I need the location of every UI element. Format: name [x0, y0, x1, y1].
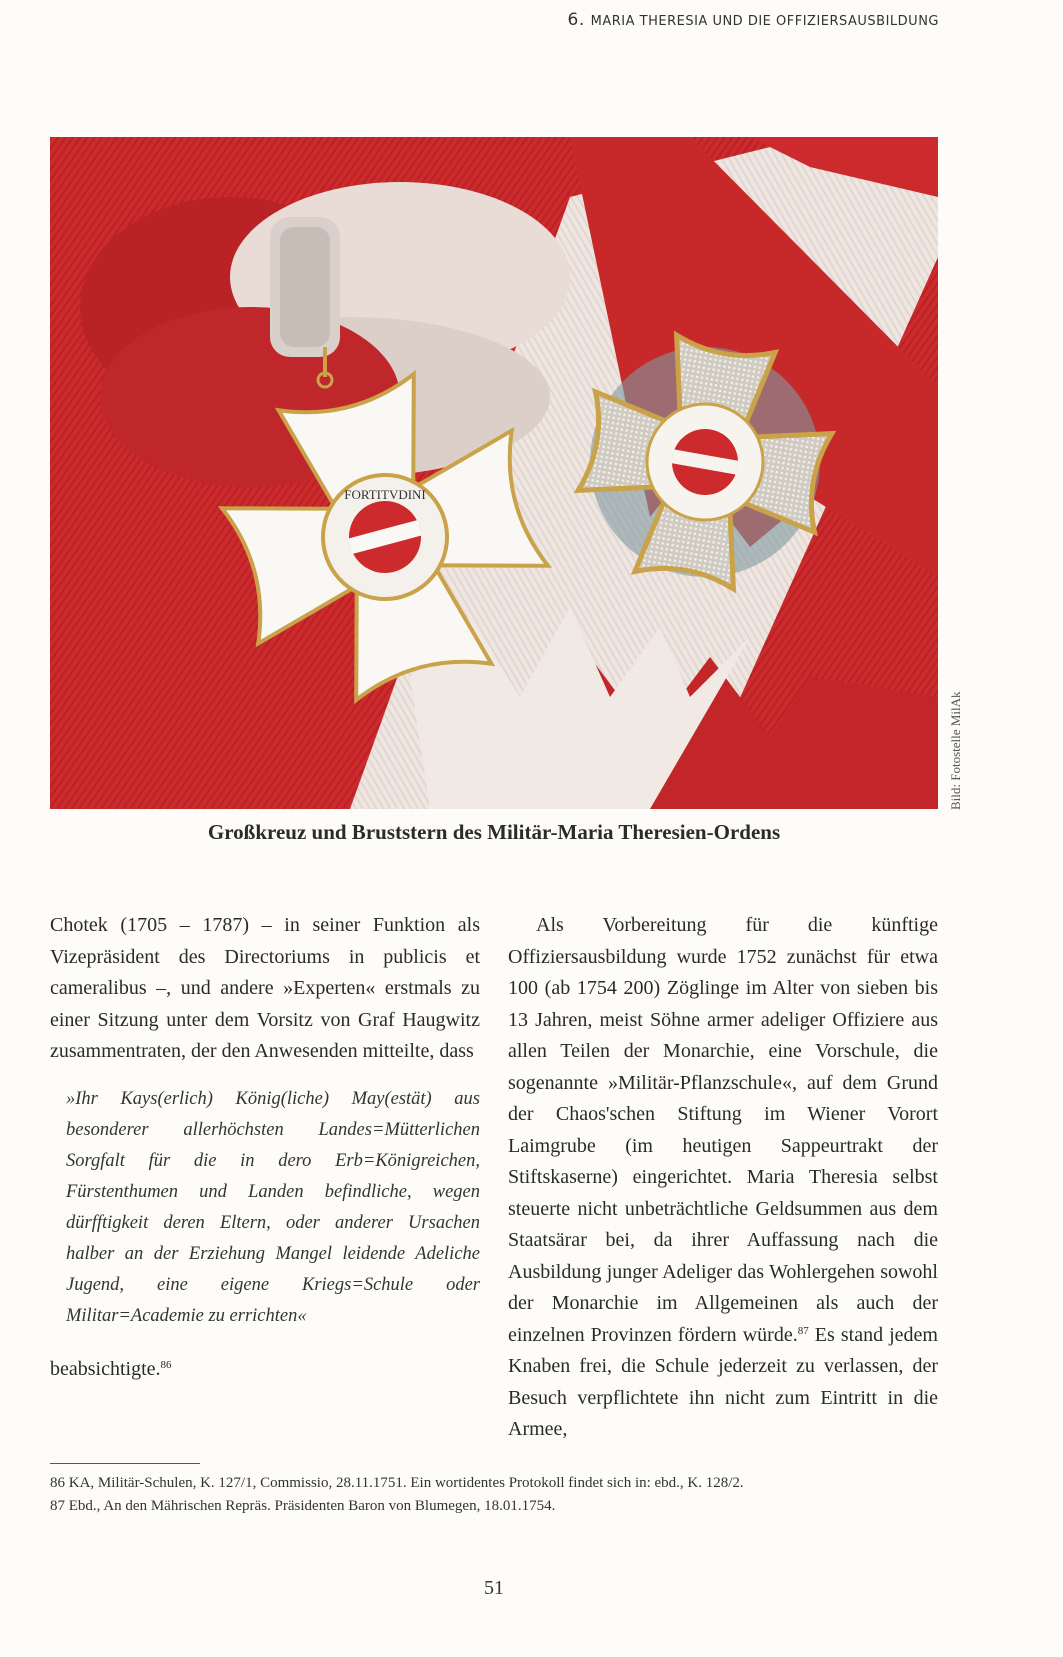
right-paragraph: [508, 910, 938, 1446]
right-paragraph-part1: Als Vorbereitung für die künftige Offiziersausbildung wurde 1752 zunächst für etwa 100 (ab 1754 200) Zöglinge im Alter von sieben bis 13 Jahren, meist Söhne armer adeliger Offiziere aus allen Teilen der Monarchie, eine Vorschule, die sogenannte »Militär-Pflanzschule«, auf dem Grund der Chaos'schen Stiftung im Wiener Vorort Laimgrube (im heutigen Sappeurtrakt der Stiftskaserne) eingerichtet. Maria Theresia selbst steuerte nicht unbeträchtliche Geldsummen aus dem Staatsärar bei, da ihrer Auffassung nach die Ausbildung junger Adeliger das Wohlergehen sowohl der Monarchie im Allgemeinen als auch der einzelnen Provinzen fördern würde.: [508, 914, 938, 1346]
footnote-ref-86: 86: [160, 1358, 172, 1371]
chapter-number: 6.: [567, 10, 585, 30]
footnote-87: 87 Ebd., An den Mährischen Repräs. Präsidenten Baron von Blumegen, 18.01.1754.: [50, 1498, 556, 1514]
figure-caption: Großkreuz und Bruststern des Militär-Maria Theresien-Ordens: [207, 820, 781, 844]
block-quote: »Ihr Kays(erlich) König(liche) May(estät) aus besonderer allerhöchsten Landes=Mütterlichen Sorgfalt für die in dero Erb=Königreichen, Fürstenthumen und Landen befindliche, wegen dürfftigkeit deren Eltern, oder anderer Ursachen halber an der Erziehung Mangel leidende Adeliche Jugend, eine eigene Kriegs=Schule oder Militar=Academie zu errichten«: [66, 1088, 480, 1326]
after-quote-text: [50, 1354, 480, 1386]
running-head: [568, 10, 939, 30]
after-quote-word: beabsichtigte.: [50, 1357, 161, 1380]
medal-inscription: FORTITVDINI: [344, 487, 426, 502]
footnotes: [50, 1472, 950, 1518]
page-number: 51: [484, 1577, 504, 1599]
left-paragraph: Chotek (1705 – 1787) – in seiner Funktion als Vizepräsident des Directoriums in publicis et cameralibus –, und andere »Experten« erstmals zu einer Sitzung unter dem Vorsitz von Graf Haugwitz zusammentraten, der den Anwesenden mitteilte, dass: [50, 914, 480, 1062]
footnote-ref-87: 87: [797, 1324, 809, 1337]
right-column: [508, 910, 938, 1446]
right-paragraph-part2: Es stand jedem Knaben frei, die Schule jederzeit zu verlassen, der Besuch verpflichtete ihn nicht zum Eintritt in die Armee,: [508, 1323, 938, 1440]
chapter-title: MARIA THERESIA UND DIE OFFIZIERSAUSBILDUNG: [590, 14, 939, 29]
footnote-86: 86 KA, Militär-Schulen, K. 127/1, Commissio, 28.11.1751. Ein wortidentes Protokoll findet sich in: ebd., K. 128/2.: [50, 1475, 744, 1491]
left-column: [50, 910, 480, 1385]
medal-photo: [50, 137, 938, 809]
photo-credit: Bild: Fotostelle MilAk: [948, 691, 963, 810]
footnote-rule: [50, 1463, 200, 1464]
medal-illustration: [50, 137, 938, 809]
